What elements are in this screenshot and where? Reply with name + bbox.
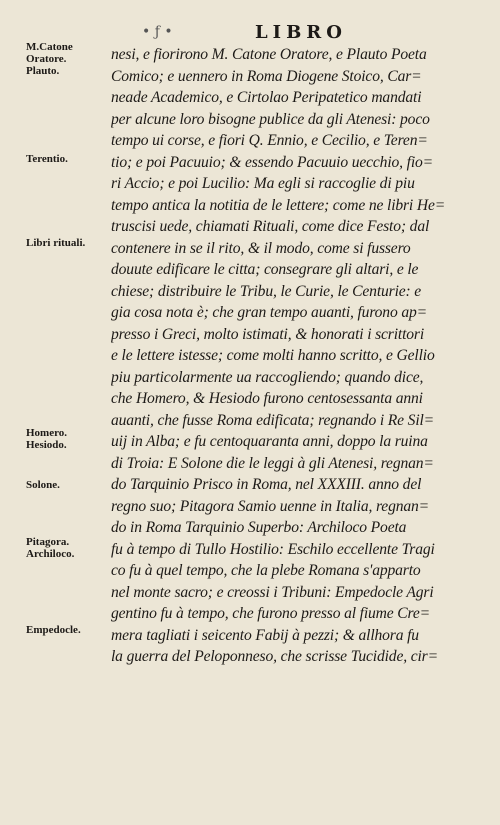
text-line: gentino fu à tempo, che furono presso al fiume Cre= — [111, 605, 431, 622]
text-line: douute edificare le citta; consegrare gli altari, e le — [111, 261, 419, 278]
text-line: auanti, che fusse Roma edificata; regnando i Re Sil= — [111, 411, 435, 429]
text-line: nesi, e fiorirono M. Catone Oratore, e Plauto Poeta — [111, 46, 427, 63]
text-line: tio; e poi Pacuuio; & essendo Pacuuio uecchio, fio= — [111, 153, 434, 171]
margin-note-catone-plauto: M.Catone Oratore. Plauto. — [26, 41, 73, 77]
text-line: la guerra del Peloponneso, che scrisse Tucidide, cir= — [111, 648, 438, 665]
text-line: tempo ui corse, e fiori Q. Ennio, e Cecilio, e Teren= — [111, 132, 428, 149]
text-line: neade Academico, e Cirtolao Peripatetico mandati — [111, 89, 422, 106]
text-line: presso i Greci, molto istimati, & honorati i scrittori — [111, 325, 425, 343]
text-line: do Tarquinio Prisco in Roma, nel XXXIII. anno del — [111, 476, 422, 493]
text-line: regno suo; Pitagora Samio uenne in Italia, regnan= — [111, 497, 430, 515]
text-line: co fu à quel tempo, che la plebe Romana s'apparto — [111, 562, 421, 579]
text-line: ri Accio; e poi Lucilio: Ma egli si raccoglie di piu — [111, 175, 415, 192]
text-line: piu particolarmente ua raccogliendo; quando dice, — [111, 368, 424, 386]
text-line: di Troia: E Solone die le leggi à gli Atenesi, regnan= — [111, 454, 434, 472]
margin-note-homero-hesiodo: Homero. Hesiodo. — [26, 427, 68, 451]
margin-note-pitagora-archiloco: Pitagora. Archiloco. — [26, 536, 75, 560]
text-line: per alcune loro bisogne publice da gli Atenesi: poco — [111, 110, 430, 128]
text-line: che Homero, & Hesiodo furono centosessanta anni — [111, 390, 423, 407]
text-line: chiese; distribuire le Tribu, le Curie, le Centurie: e — [111, 282, 422, 300]
margin-note-empedocle: Empedocle. — [26, 624, 81, 636]
text-line: contenere in se il rito, & il modo, come si fussero — [111, 239, 411, 257]
margin-note-terentio: Terentio. — [26, 153, 68, 165]
text-line: truscisi uede, chiamati Rituali, come dice Festo; dal — [111, 218, 430, 235]
margin-note-libri-rituali: Libri rituali. — [26, 237, 86, 249]
margin-note-solone: Solone. — [26, 479, 60, 491]
text-line: gia cosa nota è; che gran tempo auanti, furono ap= — [111, 304, 428, 321]
text-line: uij in Alba; e fu centoquaranta anni, doppo la ruina — [111, 433, 428, 450]
text-line: tempo antica la notitia de le lettere; come ne libri He= — [111, 196, 446, 214]
text-line: e le lettere istesse; come molti hanno scritto, e Gellio — [111, 347, 435, 364]
page-title: LIBRO — [255, 22, 347, 43]
text-line: mera tagliati i seicento Fabij à pezzi; & allhora fu — [111, 626, 419, 644]
text-line: fu à tempo di Tullo Hostilio: Eschilo eccellente Tragi — [111, 540, 435, 558]
header-ornament: • ƒ • — [142, 24, 173, 40]
main-text — [111, 44, 489, 668]
text-line: do in Roma Tarquinio Superbo: Archiloco Poeta — [111, 519, 407, 536]
text-line: nel monte sacro; e creossi i Tribuni: Empedocle Agri — [111, 583, 434, 601]
text-line: Comico; e uennero in Roma Diogene Stoico, Car= — [111, 67, 422, 85]
